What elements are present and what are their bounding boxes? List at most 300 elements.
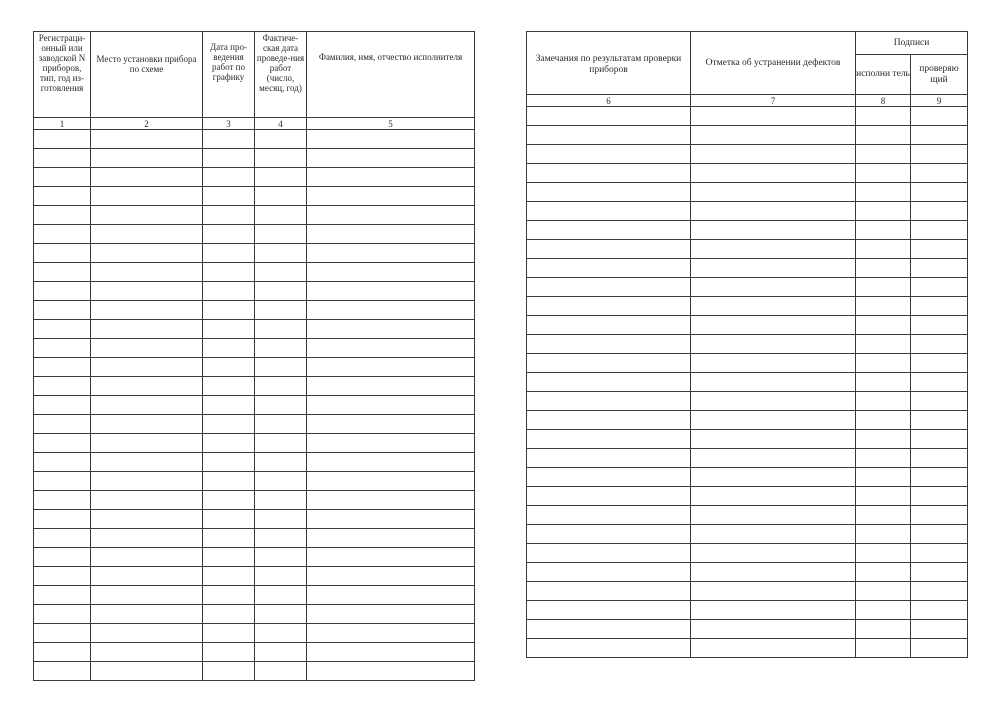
table-cell: [307, 567, 475, 586]
table-row: [34, 263, 475, 282]
table-cell: [527, 392, 691, 411]
table-cell: [307, 187, 475, 206]
table-cell: [527, 145, 691, 164]
table-cell: [856, 335, 911, 354]
table-cell: [527, 430, 691, 449]
table-cell: [911, 126, 968, 145]
table-cell: [691, 297, 856, 316]
table-cell: [691, 582, 856, 601]
table-cell: [307, 529, 475, 548]
table-cell: [691, 164, 856, 183]
table-cell: [34, 453, 91, 472]
table-cell: [527, 525, 691, 544]
table-cell: [91, 377, 203, 396]
table-cell: [856, 639, 911, 658]
table-cell: [691, 240, 856, 259]
table-cell: [911, 468, 968, 487]
table-cell: [203, 472, 255, 491]
right-table-body: [527, 107, 968, 658]
table-cell: [203, 320, 255, 339]
table-cell: [307, 434, 475, 453]
table-cell: [307, 491, 475, 510]
table-cell: [255, 624, 307, 643]
table-cell: [307, 168, 475, 187]
column-number: 9: [911, 95, 968, 107]
table-cell: [34, 358, 91, 377]
table-cell: [856, 487, 911, 506]
table-cell: [203, 149, 255, 168]
table-cell: [527, 126, 691, 145]
header-inspection-remarks: Замечания по результатам проверки приборов: [527, 32, 691, 95]
table-cell: [91, 434, 203, 453]
table-cell: [91, 282, 203, 301]
table-cell: [203, 168, 255, 187]
table-cell: [691, 354, 856, 373]
table-cell: [91, 396, 203, 415]
table-row: [34, 396, 475, 415]
table-cell: [255, 358, 307, 377]
table-cell: [691, 392, 856, 411]
table-cell: [203, 225, 255, 244]
table-cell: [34, 567, 91, 586]
header-signatures: Подписи: [856, 32, 968, 55]
column-number: 3: [203, 118, 255, 130]
table-cell: [255, 548, 307, 567]
table-cell: [691, 221, 856, 240]
table-cell: [91, 643, 203, 662]
table-cell: [911, 411, 968, 430]
table-row: [527, 525, 968, 544]
column-number: 6: [527, 95, 691, 107]
table-row: [527, 278, 968, 297]
table-cell: [527, 468, 691, 487]
table-cell: [856, 202, 911, 221]
right-journal-table: [526, 31, 968, 658]
table-row: [527, 506, 968, 525]
table-cell: [691, 601, 856, 620]
table-cell: [34, 339, 91, 358]
table-cell: [34, 529, 91, 548]
table-cell: [91, 358, 203, 377]
column-number: 1: [34, 118, 91, 130]
table-cell: [691, 278, 856, 297]
table-cell: [911, 145, 968, 164]
table-cell: [91, 244, 203, 263]
table-cell: [255, 130, 307, 149]
table-cell: [527, 297, 691, 316]
table-cell: [911, 392, 968, 411]
table-cell: [91, 491, 203, 510]
table-cell: [691, 525, 856, 544]
table-cell: [856, 449, 911, 468]
table-cell: [34, 662, 91, 681]
table-cell: [691, 259, 856, 278]
table-cell: [527, 354, 691, 373]
table-row: [34, 624, 475, 643]
table-row: [527, 221, 968, 240]
table-row: [34, 358, 475, 377]
header-scheduled-date: Дата про-ведения работ по графику: [203, 32, 255, 118]
table-cell: [307, 244, 475, 263]
table-row: [34, 453, 475, 472]
table-cell: [34, 206, 91, 225]
table-cell: [255, 529, 307, 548]
table-cell: [307, 415, 475, 434]
table-cell: [203, 491, 255, 510]
table-cell: [203, 206, 255, 225]
table-row: [34, 586, 475, 605]
column-number: 4: [255, 118, 307, 130]
table-cell: [91, 320, 203, 339]
table-cell: [255, 282, 307, 301]
table-cell: [911, 544, 968, 563]
table-cell: [91, 130, 203, 149]
table-cell: [911, 354, 968, 373]
table-cell: [307, 510, 475, 529]
table-cell: [691, 506, 856, 525]
table-cell: [91, 453, 203, 472]
table-row: [527, 639, 968, 658]
table-cell: [911, 297, 968, 316]
table-cell: [691, 202, 856, 221]
table-cell: [911, 107, 968, 126]
table-cell: [91, 624, 203, 643]
table-cell: [203, 434, 255, 453]
table-cell: [255, 491, 307, 510]
table-cell: [691, 145, 856, 164]
table-row: [527, 544, 968, 563]
column-number: 2: [91, 118, 203, 130]
table-cell: [255, 396, 307, 415]
table-cell: [203, 187, 255, 206]
table-cell: [911, 449, 968, 468]
table-row: [527, 582, 968, 601]
table-cell: [856, 354, 911, 373]
table-cell: [91, 472, 203, 491]
table-cell: [527, 278, 691, 297]
table-cell: [527, 506, 691, 525]
table-row: [527, 335, 968, 354]
table-cell: [856, 506, 911, 525]
table-cell: [911, 506, 968, 525]
table-row: [34, 377, 475, 396]
table-row: [34, 225, 475, 244]
table-cell: [255, 225, 307, 244]
table-cell: [527, 411, 691, 430]
table-cell: [255, 643, 307, 662]
table-cell: [255, 320, 307, 339]
table-cell: [203, 548, 255, 567]
table-row: [34, 643, 475, 662]
table-cell: [911, 316, 968, 335]
table-cell: [34, 377, 91, 396]
table-cell: [255, 472, 307, 491]
table-cell: [856, 525, 911, 544]
table-row: [34, 510, 475, 529]
table-cell: [307, 472, 475, 491]
table-cell: [34, 491, 91, 510]
table-cell: [91, 225, 203, 244]
table-row: [527, 411, 968, 430]
table-row: [34, 244, 475, 263]
table-cell: [255, 244, 307, 263]
table-cell: [91, 605, 203, 624]
table-cell: [203, 586, 255, 605]
table-cell: [911, 601, 968, 620]
table-cell: [856, 620, 911, 639]
table-cell: [91, 510, 203, 529]
table-cell: [34, 415, 91, 434]
table-row: [527, 126, 968, 145]
table-cell: [307, 263, 475, 282]
table-cell: [203, 415, 255, 434]
table-cell: [691, 373, 856, 392]
table-cell: [527, 487, 691, 506]
table-cell: [527, 563, 691, 582]
table-cell: [307, 643, 475, 662]
table-cell: [34, 434, 91, 453]
table-cell: [34, 548, 91, 567]
table-cell: [91, 529, 203, 548]
table-cell: [527, 620, 691, 639]
table-row: [527, 183, 968, 202]
table-cell: [856, 563, 911, 582]
table-cell: [856, 126, 911, 145]
table-cell: [203, 453, 255, 472]
table-cell: [255, 510, 307, 529]
table-cell: [34, 263, 91, 282]
table-cell: [255, 586, 307, 605]
table-cell: [91, 206, 203, 225]
table-cell: [911, 240, 968, 259]
table-cell: [527, 544, 691, 563]
table-row: [527, 259, 968, 278]
table-row: [34, 434, 475, 453]
table-cell: [527, 316, 691, 335]
table-cell: [255, 339, 307, 358]
table-row: [34, 168, 475, 187]
table-row: [527, 601, 968, 620]
table-cell: [856, 297, 911, 316]
table-cell: [203, 377, 255, 396]
table-row: [527, 449, 968, 468]
table-cell: [307, 339, 475, 358]
table-cell: [255, 301, 307, 320]
table-cell: [203, 529, 255, 548]
table-cell: [856, 259, 911, 278]
table-cell: [307, 320, 475, 339]
header-defect-elimination: Отметка об устранении дефектов: [691, 32, 856, 95]
table-cell: [255, 415, 307, 434]
table-cell: [203, 643, 255, 662]
table-cell: [911, 202, 968, 221]
header-signature-inspector: проверяю щий: [911, 55, 968, 95]
table-cell: [527, 183, 691, 202]
table-cell: [307, 662, 475, 681]
table-cell: [255, 149, 307, 168]
table-row: [527, 430, 968, 449]
table-cell: [203, 510, 255, 529]
table-cell: [34, 301, 91, 320]
table-cell: [527, 107, 691, 126]
table-cell: [91, 548, 203, 567]
table-cell: [691, 620, 856, 639]
table-cell: [527, 449, 691, 468]
column-number: 5: [307, 118, 475, 130]
table-cell: [691, 316, 856, 335]
table-cell: [856, 107, 911, 126]
table-cell: [856, 582, 911, 601]
table-cell: [691, 430, 856, 449]
table-cell: [255, 263, 307, 282]
table-cell: [856, 411, 911, 430]
table-cell: [856, 145, 911, 164]
table-row: [527, 240, 968, 259]
table-cell: [307, 130, 475, 149]
table-cell: [255, 206, 307, 225]
table-cell: [34, 282, 91, 301]
table-cell: [307, 548, 475, 567]
header-actual-date: Фактиче-ская дата проведе-ния работ (число, месяц, год): [255, 32, 307, 118]
table-cell: [911, 563, 968, 582]
table-cell: [691, 411, 856, 430]
table-row: [34, 187, 475, 206]
table-row: [527, 297, 968, 316]
table-cell: [527, 240, 691, 259]
table-cell: [856, 183, 911, 202]
table-cell: [203, 301, 255, 320]
table-cell: [203, 282, 255, 301]
table-cell: [911, 259, 968, 278]
table-row: [527, 202, 968, 221]
table-cell: [307, 453, 475, 472]
table-row: [527, 620, 968, 639]
table-cell: [91, 586, 203, 605]
table-cell: [691, 335, 856, 354]
header-executor-name: Фамилия, имя, отчество исполнителя: [307, 32, 475, 118]
table-cell: [203, 339, 255, 358]
left-journal-table: [33, 31, 475, 681]
table-cell: [34, 396, 91, 415]
table-cell: [34, 168, 91, 187]
table-cell: [911, 487, 968, 506]
table-cell: [691, 487, 856, 506]
table-cell: [203, 567, 255, 586]
table-row: [527, 563, 968, 582]
table-cell: [34, 586, 91, 605]
table-cell: [91, 415, 203, 434]
table-cell: [307, 396, 475, 415]
table-cell: [527, 582, 691, 601]
table-cell: [34, 472, 91, 491]
header-installation-place: Место установки прибора по схеме: [91, 32, 203, 118]
table-cell: [255, 168, 307, 187]
table-cell: [911, 221, 968, 240]
table-cell: [203, 605, 255, 624]
table-row: [527, 468, 968, 487]
table-cell: [856, 544, 911, 563]
table-cell: [91, 149, 203, 168]
table-cell: [691, 563, 856, 582]
table-cell: [307, 586, 475, 605]
table-cell: [203, 244, 255, 263]
table-cell: [527, 373, 691, 392]
table-cell: [691, 449, 856, 468]
table-row: [527, 373, 968, 392]
table-cell: [91, 662, 203, 681]
table-cell: [34, 643, 91, 662]
table-cell: [34, 225, 91, 244]
table-cell: [203, 263, 255, 282]
table-row: [527, 164, 968, 183]
table-cell: [691, 468, 856, 487]
table-row: [34, 491, 475, 510]
table-cell: [34, 320, 91, 339]
table-row: [34, 339, 475, 358]
table-cell: [34, 130, 91, 149]
table-cell: [856, 430, 911, 449]
table-cell: [911, 278, 968, 297]
table-cell: [34, 624, 91, 643]
table-cell: [527, 259, 691, 278]
table-cell: [255, 662, 307, 681]
table-cell: [203, 130, 255, 149]
table-cell: [307, 225, 475, 244]
table-cell: [34, 187, 91, 206]
header-signature-executor: исполни тель: [856, 55, 911, 95]
table-cell: [911, 620, 968, 639]
table-cell: [911, 639, 968, 658]
table-cell: [255, 605, 307, 624]
table-row: [34, 529, 475, 548]
table-cell: [307, 282, 475, 301]
table-cell: [34, 510, 91, 529]
table-row: [34, 301, 475, 320]
header-registration-number: Регистраци-онный или заводской N приборов, тип, год из-готовления: [34, 32, 91, 118]
table-cell: [527, 335, 691, 354]
table-cell: [34, 149, 91, 168]
table-cell: [307, 605, 475, 624]
table-row: [34, 206, 475, 225]
table-cell: [91, 263, 203, 282]
table-cell: [911, 373, 968, 392]
table-cell: [255, 434, 307, 453]
table-cell: [856, 373, 911, 392]
table-cell: [307, 301, 475, 320]
table-cell: [911, 430, 968, 449]
table-cell: [911, 582, 968, 601]
table-row: [527, 107, 968, 126]
table-cell: [203, 624, 255, 643]
table-cell: [856, 164, 911, 183]
table-row: [34, 415, 475, 434]
table-cell: [856, 392, 911, 411]
table-cell: [91, 339, 203, 358]
table-cell: [911, 183, 968, 202]
table-cell: [91, 187, 203, 206]
table-row: [34, 320, 475, 339]
table-cell: [856, 601, 911, 620]
table-cell: [691, 107, 856, 126]
table-row: [34, 548, 475, 567]
table-cell: [255, 567, 307, 586]
table-cell: [856, 221, 911, 240]
table-cell: [203, 358, 255, 377]
table-cell: [911, 525, 968, 544]
table-row: [34, 567, 475, 586]
table-cell: [203, 662, 255, 681]
table-row: [34, 282, 475, 301]
